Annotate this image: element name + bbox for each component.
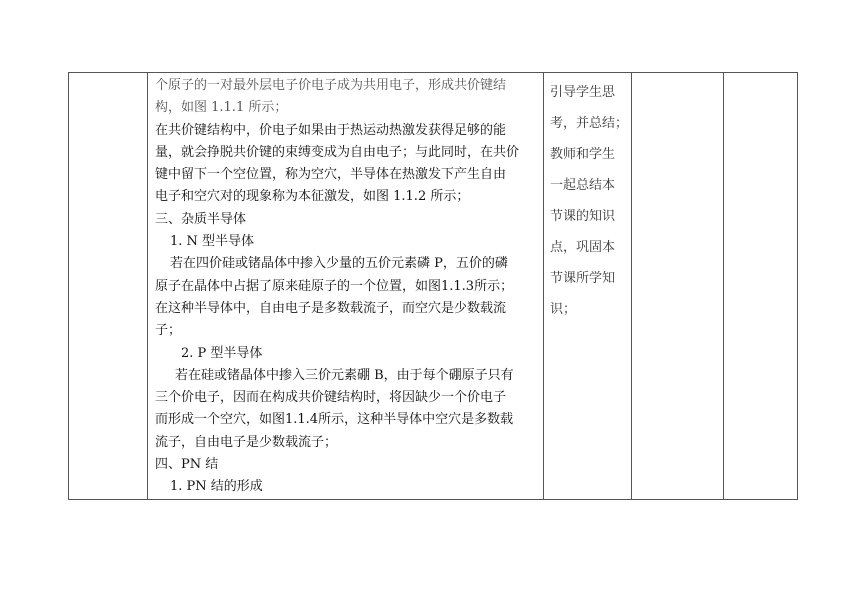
content-cell bbox=[148, 73, 544, 500]
method-line-8: 识； bbox=[550, 302, 577, 317]
empty-cell-5 bbox=[724, 73, 798, 500]
method-line-3: 教师和学生 bbox=[550, 147, 616, 162]
content-line-14: 若在硅或锗晶体中掺入三价元素硼 B，由于每个硼原子只有 bbox=[175, 367, 514, 383]
method-line-5: 节课的知识 bbox=[550, 209, 616, 224]
content-line-16: 而形成一个空穴，如图1.1.4所示，这种半导体中空穴是多数载 bbox=[155, 412, 514, 428]
content-line-17: 流子，自由电子是少数载流子； bbox=[155, 434, 338, 450]
table-row bbox=[69, 73, 798, 500]
method-line-1: 引导学生思 bbox=[550, 85, 616, 100]
section-heading-impurity: 三、杂质半导体 bbox=[155, 211, 247, 227]
subheading-p-type: 2. P 型半导体 bbox=[181, 345, 263, 361]
content-line-5: 键中留下一个空位置，称为空穴，半导体在热激发下产生自由 bbox=[155, 167, 507, 183]
lesson-plan-table bbox=[68, 72, 798, 500]
content-line-10: 原子在晶体中占据了原来硅原子的一个位置，如图1.1.3所示； bbox=[155, 278, 514, 294]
method-line-7: 节课所学知 bbox=[550, 271, 616, 286]
content-line-9: 若在四价硅或锗晶体中掺入少量的五价元素磷 P，五价的磷 bbox=[170, 256, 508, 272]
content-line-6: 电子和空穴对的现象称为本征激发，如图 1.1.2 所示； bbox=[155, 189, 470, 205]
content-line-1: 个原子的一对最外层电子价电子成为共用电子，形成共价键结 bbox=[155, 78, 507, 93]
section-heading-pn-junction: 四、PN 结 bbox=[155, 457, 219, 473]
method-line-2: 考，并总结； bbox=[550, 116, 629, 131]
content-line-2: 构，如图 1.1.1 所示； bbox=[155, 100, 288, 116]
content-line-15: 三个价电子，因而在构成共价键结构时，将因缺少一个价电子 bbox=[155, 390, 507, 406]
subheading-n-type: 1. N 型半导体 bbox=[170, 234, 255, 250]
method-line-4: 一起总结本 bbox=[550, 178, 616, 193]
subheading-pn-formation: 1. PN 结的形成 bbox=[170, 479, 263, 495]
content-line-11: 在这种半导体中，自由电子是多数载流子，而空穴是少数载流 bbox=[155, 300, 507, 316]
content-line-3: 在共价键结构中，价电子如果由于热运动热激发获得足够的能 bbox=[155, 122, 507, 138]
content-line-4: 量，就会挣脱共价键的束缚变成为自由电子；与此同时，在共价 bbox=[155, 144, 520, 160]
empty-cell-1 bbox=[69, 73, 148, 500]
empty-cell-4 bbox=[632, 73, 724, 500]
teaching-method-cell bbox=[544, 73, 632, 500]
content-line-12: 子； bbox=[155, 323, 182, 339]
method-line-6: 点，巩固本 bbox=[550, 240, 616, 255]
